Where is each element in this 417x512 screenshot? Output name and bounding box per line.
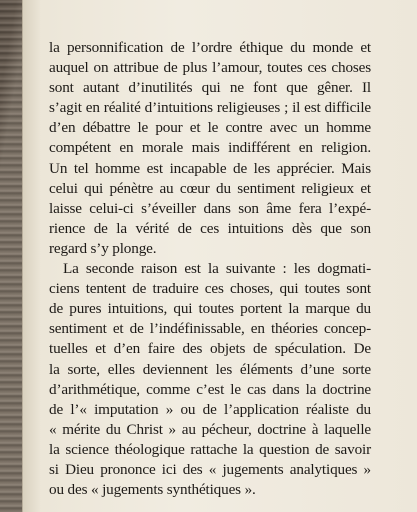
text-line: ciens tentent de traduire ces choses, qui toutes sont xyxy=(49,280,371,298)
text-line: la personnification de l’ordre éthique du monde et xyxy=(49,39,371,56)
text-line: sentiment et de l’indéfinissable, en théories concep- xyxy=(49,320,371,338)
text-line: de l’« imputation » ou de l’application réaliste du xyxy=(49,400,371,418)
text-line: d’en débattre le pour et le contre avec un homme xyxy=(49,119,371,137)
text-line: ou des « jugements synthétiques ». xyxy=(49,481,256,499)
text-line: tuelles et d’en faire des objets de spéculation. De xyxy=(49,340,371,358)
text-line: rience de la vérité de ces intuitions dès que son xyxy=(49,219,371,237)
text-line: « mérite du Christ » au pécheur, doctrine à laquelle xyxy=(49,420,371,438)
text-line: s’agit en réalité d’intuitions religieuses ; il est difficile xyxy=(49,99,371,117)
text-line: auquel on attribue de plus l’amour, toutes ces choses xyxy=(49,59,371,77)
text-line: celui qui pénètre au cœur du sentiment religieux et xyxy=(49,179,371,197)
text-line: sont autant d’inutilités qui ne font que gêner. Il xyxy=(49,79,371,97)
text-line: la sorte, elles deviennent les éléments d’une sorte xyxy=(49,360,371,378)
text-line: regard s’y plonge. xyxy=(49,239,157,257)
text-line: la science théologique rattache la question de savoir xyxy=(49,440,371,458)
text-line: d’arithmétique, comme c’est le cas dans la doctrine xyxy=(49,380,371,398)
text-line: La seconde raison est la suivante : les dogmati- xyxy=(63,260,371,278)
paragraph-1 xyxy=(49,38,371,259)
text-line: Un tel homme est incapable de les apprécier. Mais xyxy=(49,159,371,177)
page-text xyxy=(49,38,371,500)
paragraph-2 xyxy=(49,259,371,500)
text-line: si Dieu prononce ici des « jugements analytiques » xyxy=(49,460,371,478)
text-line: de pures intuitions, qui toutes portent la marque du xyxy=(49,300,371,318)
text-line: compétent en morale mais indifférent en religion. xyxy=(49,139,371,157)
text-line: laisse celui-ci s’éveiller dans son âme fera l’expé- xyxy=(49,199,371,217)
